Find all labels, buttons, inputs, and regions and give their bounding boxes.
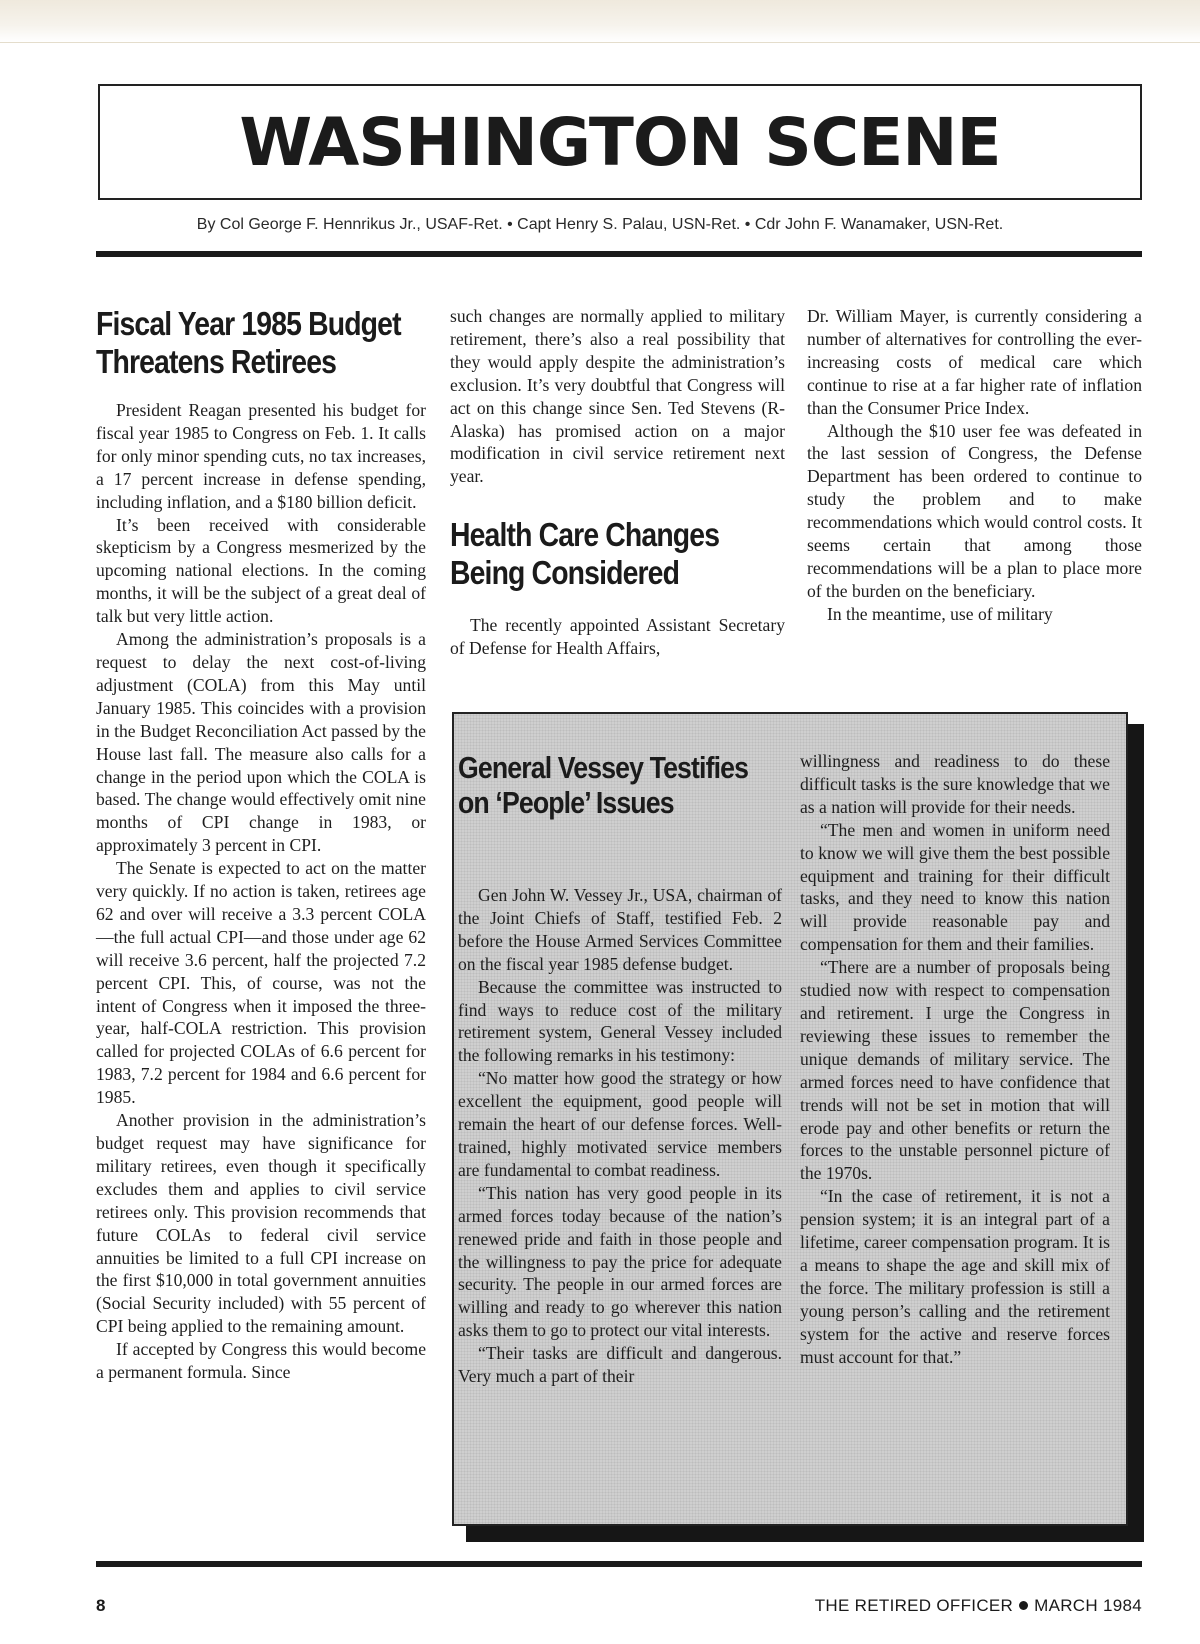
sidebar-paragraph: Gen John W. Vessey Jr., USA, chairman of the Joint Chiefs of Staff, testified Feb. 2 before the House Armed Services Committee on the fiscal year 1985 defense budget. xyxy=(458,885,782,974)
column-2 xyxy=(450,305,785,660)
article-paragraph-continued: such changes are normally applied to military retirement, there’s also a real possibility that they would apply despite the administration’s exclusion. It’s very doubtful that Congress will act on this change since Sen. Ted Stevens (R-Alaska) has promised action on a major modification in civil service retirement next year. xyxy=(450,306,785,487)
article-paragraph: If accepted by Congress this would become a permanent formula. Since xyxy=(96,1339,426,1383)
masthead-box xyxy=(98,84,1142,200)
article-headline-health-care: Health Care Changes Being Considered xyxy=(450,516,720,592)
sidebar-paragraph: “This nation has very good people in its armed forces today because of the nation’s renewed pride and faith in those people and the willingness to pay the price for adequate security. The people in our armed forces are willing and ready to go wherever this nation asks them to go to protect our vital interests. xyxy=(458,1182,782,1341)
running-footer xyxy=(815,1596,1142,1616)
article-paragraph: Another provision in the administration’s budget request may have significance for military retirees, even though it specifically excludes them and applies to civil service retirees only. This provision recommends that future COLAs to federal civil service annuities be limited to a full CPI increase on the first $10,000 in total government annuities (Social Security included) with 55 percent of CPI being applied to the remaining amount. xyxy=(96,1110,426,1337)
masthead-title: WASHINGTON SCENE xyxy=(239,103,1001,181)
column-3 xyxy=(807,305,1142,626)
column-1 xyxy=(96,305,426,1384)
article-paragraph: Although the $10 user fee was defeated in the last session of Congress, the Defense Department has been ordered to continue to study the problem and to make recommendations which would control costs. It seems certain that among those recommendations will be a plan to place more of the burden on the beneficiary. xyxy=(807,420,1142,601)
article-paragraph: Among the administration’s proposals is a request to delay the next cost-of-living adjustment (COLA) from this May until January 1985. This coincides with a provision in the Budget Reconciliation Act passed by the House last fall. The measure also calls for a change in the period upon which the COLA is based. The change would effectively omit nine months of CPI change in 1983, or approximately 3 percent in CPI. xyxy=(96,629,426,856)
article-paragraph-continued: Dr. William Mayer, is currently considering a number of alternatives for controlling the ever-increasing costs of medical care which continue to rise at a far higher rate of inflation than the Consumer Price Index. xyxy=(807,306,1142,418)
sidebar-paragraph-continued: willingness and readiness to do these difficult tasks is the sure knowledge that we as a nation will provide for their needs. xyxy=(800,751,1110,817)
bottom-rule xyxy=(96,1561,1142,1567)
page-number: 8 xyxy=(96,1596,106,1615)
top-rule xyxy=(96,251,1142,257)
sidebar-column-2 xyxy=(800,750,1110,1368)
page-top-edge xyxy=(0,0,1200,43)
byline: By Col George F. Hennrikus Jr., USAF-Ret. • Capt Henry S. Palau, USN-Ret. • Cdr John F. Wanamaker, USN-Ret. xyxy=(196,216,1004,233)
sidebar-paragraph: “Their tasks are difficult and dangerous. Very much a part of their xyxy=(458,1343,782,1387)
article-paragraph: President Reagan presented his budget for fiscal year 1985 to Congress on Feb. 1. It calls for only minor spending cuts, no tax increases, a 17 percent increase in defense spending, including inflation, and a $180 billion deficit. xyxy=(96,400,426,512)
sidebar-paragraph: Because the committee was instructed to find ways to reduce cost of the military retirement system, General Vessey included the following remarks in his testimony: xyxy=(458,976,782,1066)
issue-date: MARCH 1984 xyxy=(1034,1596,1142,1615)
article-paragraph: In the meantime, use of military xyxy=(827,603,1053,624)
sidebar-paragraph: “There are a number of proposals being studied now with respect to compensation and retirement. I urge the Congress in reviewing these issues to remember the unique demands of military service. The armed forces need to have confidence that trends will not be set in motion that will erode pay and other benefits or return the forces to the unstable personnel picture of the 1970s. xyxy=(800,957,1110,1184)
article-paragraph: The recently appointed Assistant Secretary of Defense for Health Affairs, xyxy=(450,615,785,659)
sidebar-paragraph: “In the case of retirement, it is not a pension system; it is an integral part of a lifetime, career compensation program. It is a means to shape the age and skill mix of the force. The military profession is still a young person’s calling and the retirement system for the active and reserve forces must account for that.” xyxy=(800,1186,1110,1367)
bullet-icon xyxy=(1019,1601,1028,1610)
sidebar-column-1 xyxy=(458,750,782,1388)
sidebar-paragraph: “No matter how good the strategy or how excellent the equipment, good people will remain the heart of our defense forces. Well-trained, highly motivated service members are fundamental to combat readiness. xyxy=(458,1068,782,1180)
publication-name: THE RETIRED OFFICER xyxy=(814,1596,1014,1615)
article-paragraph: The Senate is expected to act on the matter very quickly. If no action is taken, retirees age 62 and over will receive a 3.3 percent COLA—the full actual CPI—and those under age 62 will receive 3.6 percent, half the projected 7.2 percent CPI. This, of course, was not the intent of Congress when it imposed the three-year, half-COLA restriction. This provision called for projected COLAs of 6.6 percent for 1983, 7.2 percent for 1984 and 6.6 percent for 1985. xyxy=(96,858,426,1108)
sidebar-headline: General Vessey Testifies on ‘People’ Issues xyxy=(458,750,749,820)
article-paragraph: It’s been received with considerable skepticism by a Congress mesmerized by the upcoming national elections. In the coming months, it will be the subject of a great deal of talk but very little action. xyxy=(96,514,426,627)
sidebar-paragraph: “The men and women in uniform need to know we will give them the best possible equipment and training for their difficult tasks, and they need to know this nation will provide reasonable pay and compensation for them and their families. xyxy=(800,819,1110,955)
article-headline-budget: Fiscal Year 1985 Budget Threatens Retirees xyxy=(96,305,401,380)
